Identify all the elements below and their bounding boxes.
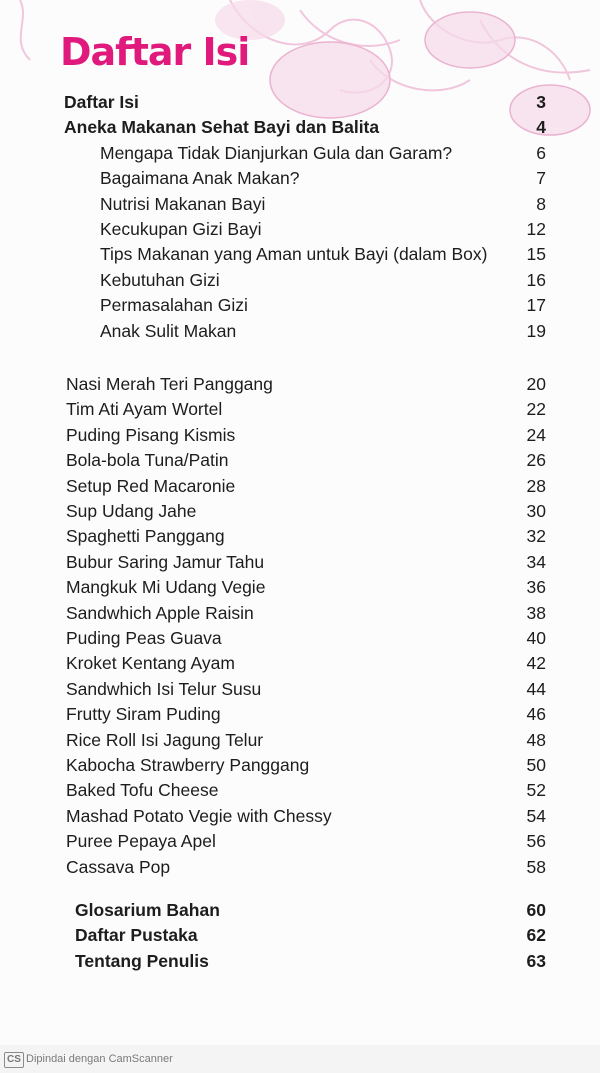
toc-entry-page-number: 44	[526, 678, 546, 699]
toc-entry[interactable]	[0, 499, 600, 523]
toc-entry-page-number: 17	[526, 295, 546, 316]
toc-entry-page-number: 7	[536, 168, 546, 189]
toc-entry[interactable]	[0, 448, 600, 472]
toc-entry-page-number: 30	[526, 501, 546, 521]
toc-entry[interactable]	[0, 778, 600, 802]
toc-entry[interactable]	[0, 855, 600, 879]
toc-entry-title: Puree Pepaya Apel	[66, 831, 216, 852]
toc-entry-title: Daftar Pustaka	[75, 925, 198, 946]
toc-entry-page-number: 40	[526, 628, 546, 648]
toc-entry-title: Baked Tofu Cheese	[66, 780, 219, 801]
toc-entry[interactable]	[0, 550, 600, 574]
toc-entry[interactable]	[0, 829, 600, 853]
toc-entry-title: Tips Makanan yang Aman untuk Bayi (dalam Box)	[100, 244, 488, 265]
toc-entry-title: Kabocha Strawberry Panggang	[66, 755, 310, 775]
toc-entry-title: Cassava Pop	[66, 856, 171, 877]
toc-entry-page-number: 12	[526, 219, 546, 239]
toc-entry[interactable]	[0, 423, 600, 447]
toc-entry[interactable]	[0, 804, 600, 828]
toc-entry-page-number: 56	[526, 831, 546, 852]
toc-entry[interactable]	[0, 115, 600, 139]
toc-entry-title: Bola-bola Tuna/Patin	[66, 450, 229, 471]
toc-entry[interactable]	[0, 268, 600, 292]
toc-entry-page-number: 24	[526, 424, 546, 445]
toc-entry[interactable]	[0, 651, 600, 675]
toc-entry[interactable]	[0, 677, 600, 701]
toc-entry[interactable]	[0, 626, 600, 650]
toc-entry-page-number: 42	[526, 653, 546, 674]
toc-entry-title: Sup Udang Jahe	[66, 501, 197, 521]
toc-entry-title: Sandwhich Isi Telur Susu	[66, 678, 262, 699]
toc-entry-title: Mengapa Tidak Dianjurkan Gula dan Garam?	[100, 142, 453, 163]
toc-entry-page-number: 60	[526, 900, 546, 920]
toc-entry-title: Aneka Makanan Sehat Bayi dan Balita	[64, 117, 380, 138]
toc-entry[interactable]	[0, 217, 600, 241]
toc-entry-page-number: 3	[536, 92, 546, 112]
toc-entry-title: Nasi Merah Teri Panggang	[66, 374, 273, 394]
toc-entry-page-number: 16	[526, 269, 546, 290]
toc-entry-page-number: 8	[536, 193, 546, 214]
page-title: Daftar Isi	[60, 30, 250, 74]
toc-entry-page-number: 6	[536, 142, 546, 163]
toc-entry-page-number: 48	[526, 729, 546, 750]
toc-entry-title: Tentang Penulis	[75, 950, 209, 971]
toc-entry[interactable]	[0, 397, 600, 421]
toc-entry-page-number: 28	[526, 475, 546, 496]
toc-entry[interactable]	[0, 90, 600, 114]
toc-entry-title: Mashad Potato Vegie with Chessy	[66, 805, 332, 826]
toc-entry[interactable]	[0, 702, 600, 726]
toc-entry-page-number: 19	[526, 320, 546, 341]
toc-entry-page-number: 52	[526, 780, 546, 801]
toc-entry-title: Rice Roll Isi Jagung Telur	[66, 729, 264, 750]
toc-entry-title: Kebutuhan Gizi	[100, 269, 220, 290]
toc-entry[interactable]	[0, 319, 600, 343]
toc-entry[interactable]	[0, 372, 600, 396]
toc-entry[interactable]	[0, 575, 600, 599]
toc-entry-title: Glosarium Bahan	[75, 900, 220, 920]
scanner-footer	[0, 1045, 600, 1073]
toc-entry[interactable]	[0, 923, 600, 947]
toc-entry-title: Puding Peas Guava	[66, 628, 222, 648]
toc-entry-title: Permasalahan Gizi	[100, 295, 248, 316]
toc-entry[interactable]	[0, 601, 600, 625]
toc-entry-title: Bagaimana Anak Makan?	[100, 168, 300, 189]
toc-entry-title: Kroket Kentang Ayam	[66, 653, 235, 674]
toc-entry-title: Mangkuk Mi Udang Vegie	[66, 577, 266, 598]
toc-entry-title: Spaghetti Panggang	[66, 526, 225, 547]
toc-entry-title: Setup Red Macaronie	[66, 475, 236, 496]
toc-entry[interactable]	[0, 192, 600, 216]
toc-entry[interactable]	[0, 141, 600, 165]
toc-entry-title: Tim Ati Ayam Wortel	[66, 399, 223, 420]
toc-entry-title: Frutty Siram Puding	[66, 704, 221, 725]
toc-entry-page-number: 4	[536, 117, 546, 138]
toc-entry-page-number: 20	[526, 374, 546, 394]
toc-entry[interactable]	[0, 474, 600, 498]
toc-entry-page-number: 36	[526, 577, 546, 598]
toc-entry-page-number: 63	[526, 950, 546, 971]
toc-entry[interactable]	[0, 728, 600, 752]
toc-entry-page-number: 15	[526, 244, 546, 265]
toc-entry[interactable]	[0, 949, 600, 973]
toc-entry-page-number: 34	[526, 551, 546, 572]
toc-entry-title: Nutrisi Makanan Bayi	[100, 193, 266, 214]
toc-entry-page-number: 54	[526, 805, 546, 826]
toc-entry-page-number: 22	[526, 399, 546, 420]
toc-entry[interactable]	[0, 242, 600, 266]
toc-entry[interactable]	[0, 293, 600, 317]
toc-entry-page-number: 46	[526, 704, 546, 725]
toc-entry[interactable]	[0, 898, 600, 922]
toc-entry-title: Daftar Isi	[64, 92, 139, 112]
toc-entry-title: Anak Sulit Makan	[100, 320, 237, 341]
toc-entry-page-number: 50	[526, 755, 546, 775]
toc-entry-page-number: 58	[526, 856, 546, 877]
toc-entry-title: Puding Pisang Kismis	[66, 424, 236, 445]
scanner-watermark-text: Dipindai dengan CamScanner	[26, 1053, 173, 1065]
toc-entry[interactable]	[0, 524, 600, 548]
toc-entry[interactable]	[0, 753, 600, 777]
toc-entry-title: Bubur Saring Jamur Tahu	[66, 551, 265, 572]
toc-entry-page-number: 32	[526, 526, 546, 547]
toc-entry-title: Kecukupan Gizi Bayi	[100, 219, 262, 239]
camscanner-logo-icon: CS	[4, 1052, 24, 1068]
toc-entry[interactable]	[0, 166, 600, 190]
toc-entry-page-number: 26	[526, 450, 546, 471]
toc-entry-page-number: 38	[526, 602, 546, 623]
toc-entry-title: Sandwhich Apple Raisin	[66, 602, 254, 623]
toc-entry-page-number: 62	[526, 925, 546, 946]
